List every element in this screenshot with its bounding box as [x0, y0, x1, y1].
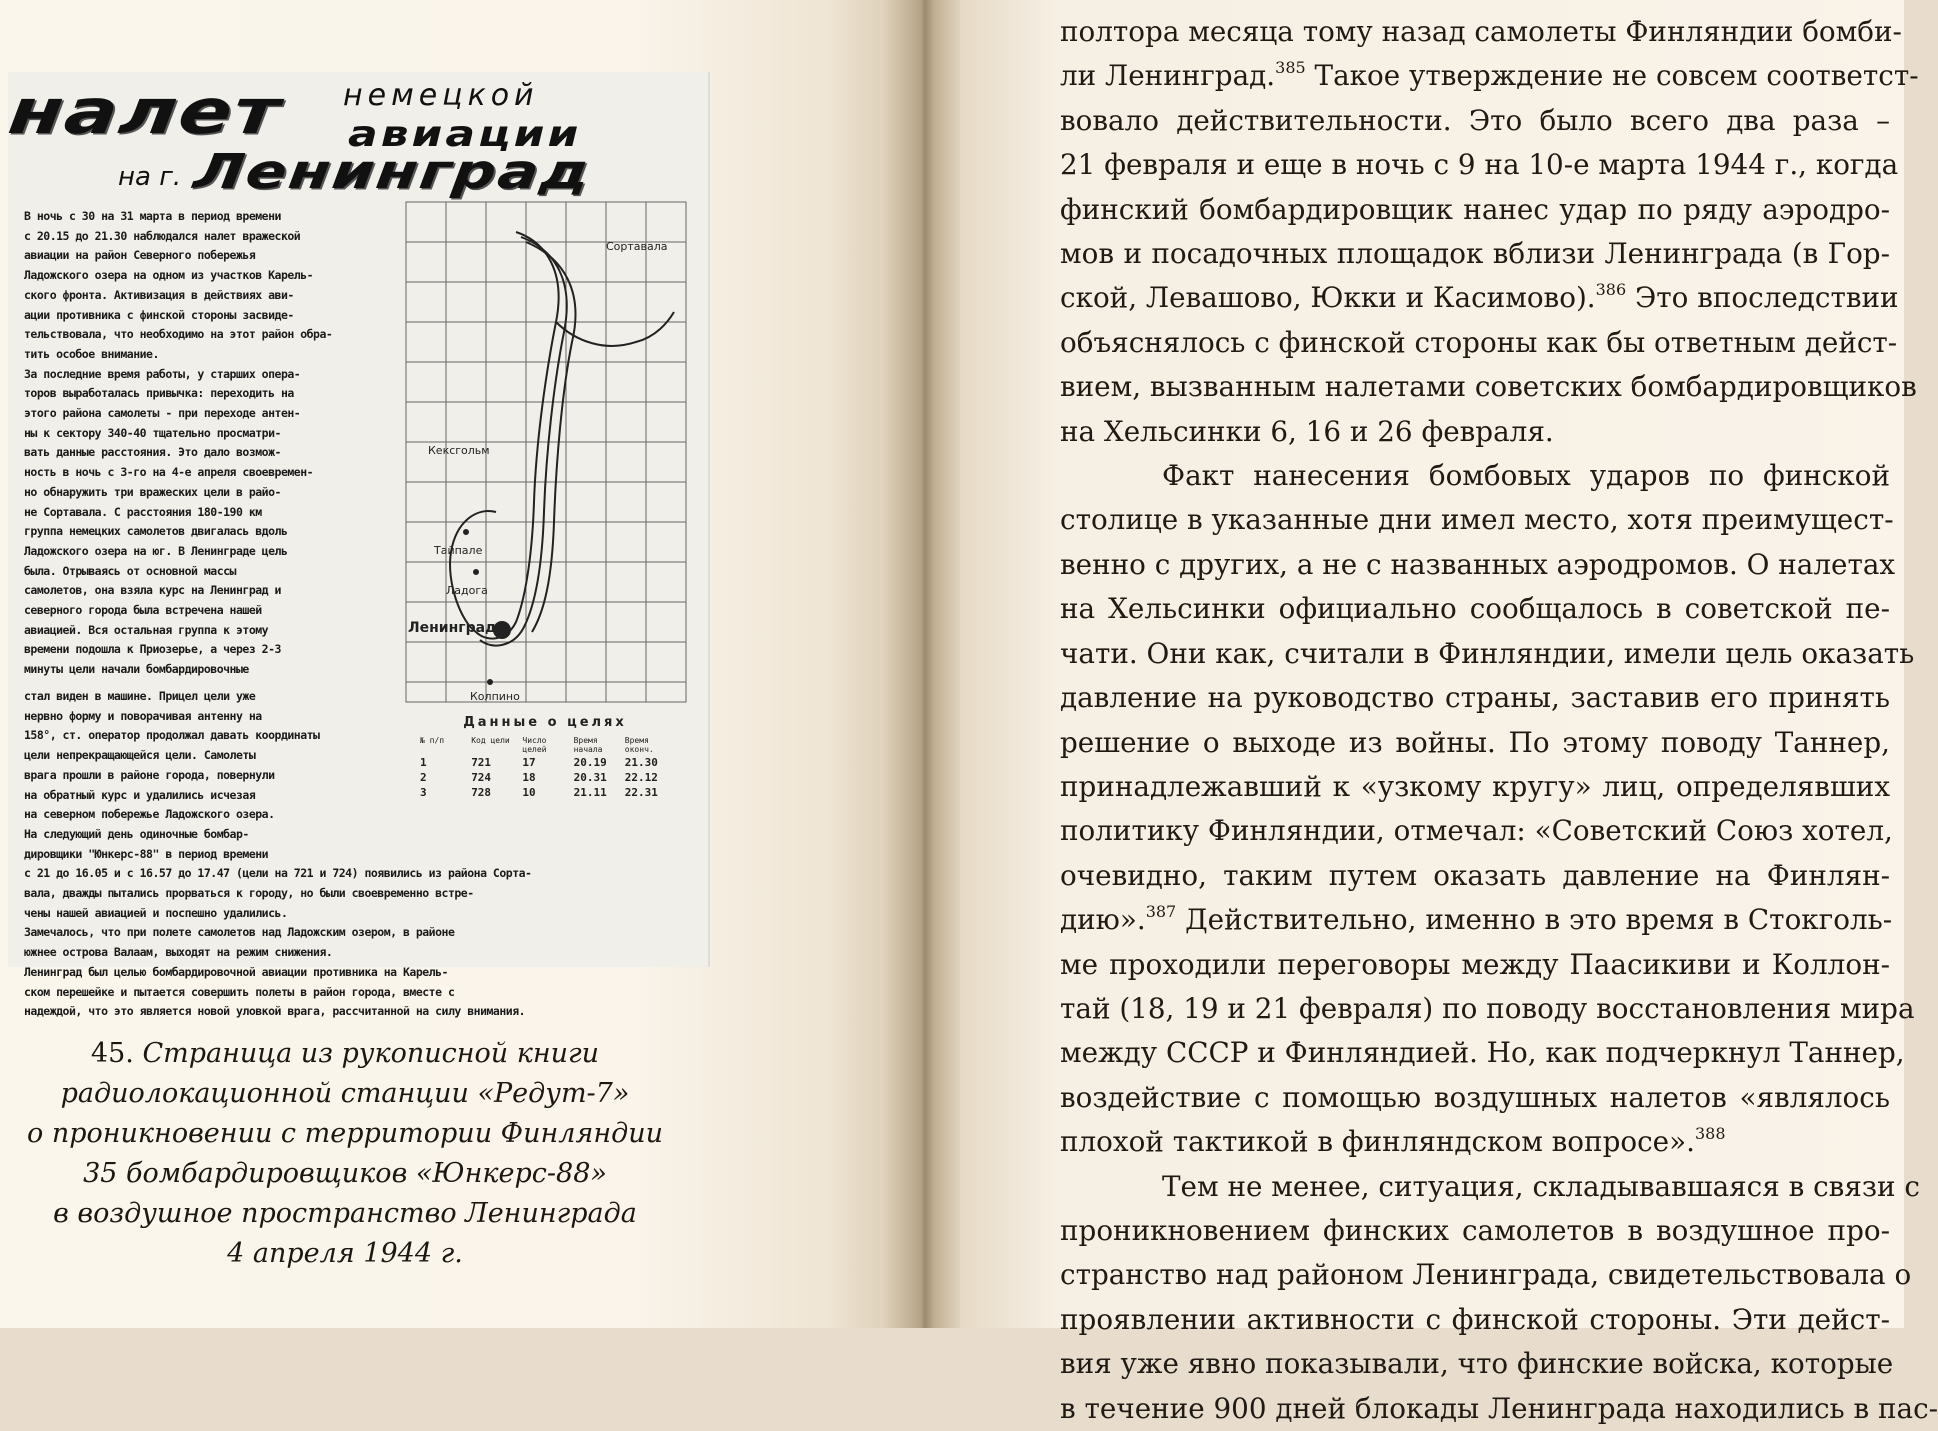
handwritten-line: вала, дважды пытались прорваться к городу, но были своевременно встре-	[24, 886, 474, 901]
footnote-ref-387: 387	[1145, 901, 1177, 921]
caption-line-3: о проникновении с территории Финляндии	[26, 1118, 664, 1149]
text-line: вовало действительности. Это было всего два раза –	[1060, 103, 1890, 137]
handwritten-line: Ладожского озера на юг. В Ленинграде цель	[24, 543, 288, 558]
banner-word-nemeckoy: немецкой	[343, 78, 539, 113]
handwritten-line: 158°, ст. оператор продолжал давать координаты	[24, 728, 320, 743]
text-line: Факт нанесения бомбовых ударов по финской	[1162, 459, 1890, 493]
data-table-cell: 3	[420, 786, 427, 799]
data-table-title: Данные о целях	[463, 715, 627, 730]
text-line: ме проходили переговоры между Паасикиви и Коллон-	[1060, 947, 1890, 981]
data-table-header-cell: Число целей	[522, 736, 547, 754]
data-table-cell: 22.31	[624, 786, 658, 799]
data-table-cell: 724	[471, 771, 492, 784]
archive-document-image	[4, 72, 710, 1019]
data-table-header-cell: № п/п	[420, 736, 445, 745]
archive-handwritten-text-top	[24, 207, 404, 687]
map-label-north: Сортавала	[606, 240, 668, 253]
handwritten-line: торов выработалась привычка: переходить на	[24, 386, 294, 401]
banner-word-na-g: на г.	[118, 162, 182, 192]
archive-map	[406, 202, 696, 707]
text-line: странство над районом Ленинграда, свидетельствовала о	[1060, 1258, 1912, 1292]
banner-word-nalet: налет	[4, 76, 286, 148]
data-table-header-cell: Время оконч.	[624, 736, 654, 754]
handwritten-line: ского фронта. Активизация в действиях ави-	[24, 287, 294, 302]
handwritten-line: Замечалось, что при полете самолетов над Ладожским озером, в районе	[24, 925, 455, 940]
handwritten-line: была. Отрываясь от основной массы	[24, 563, 236, 578]
handwritten-line: Ладожского озера на одном из участков Карель-	[24, 268, 314, 283]
footnote-ref-386: 386	[1595, 280, 1627, 300]
handwritten-line: ации противника с финской стороны засвиде-	[24, 307, 294, 322]
data-table-cell: 2	[420, 771, 427, 784]
map-label-center1: Тайпале	[434, 544, 483, 557]
text-line: ли Ленинград.$^{385}$ Такое утверждение не совсем соответст-	[1060, 58, 1919, 93]
footnote-ref-385: 385	[1275, 58, 1306, 78]
handwritten-line: с 20.15 до 21.30 наблюдался налет вражеской	[24, 228, 301, 243]
data-table-cell: 22.12	[624, 771, 658, 784]
text-line: плохой тактикой в финляндском вопросе».$^{388}$	[1060, 1123, 1726, 1159]
handwritten-line: с 21 до 16.05 и с 16.57 до 17.47 (цели на 721 и 724) появились из района Сорта-	[24, 866, 532, 881]
data-table-cell: 728	[471, 786, 492, 799]
handwritten-line: Ленинград был целью бомбардировочной авиации противника на Карель-	[24, 964, 448, 979]
text-line: воздействие с помощью воздушных налетов «являлось	[1060, 1080, 1890, 1114]
caption-line-2: радиолокационной станции «Редут-7»	[60, 1078, 630, 1109]
text-line: проникновением финских самолетов в воздушное про-	[1060, 1213, 1890, 1247]
handwritten-line: цели непрекращающейся цели. Самолеты	[24, 748, 256, 763]
text-line: проявлении активности с финской стороны. Эти дейст-	[1060, 1302, 1890, 1336]
text-line: чати. Они как, считали в Финляндии, имели цель оказать	[1060, 636, 1915, 670]
handwritten-line: ском перешейке и пытается совершить полеты в район города, вместе с	[24, 984, 455, 999]
handwritten-line: северного города была встречена нашей	[24, 603, 262, 618]
handwritten-line: тельствовала, что необходимо на этот район обра-	[24, 327, 333, 342]
handwritten-line: на северном побережье Ладожского озера.	[24, 807, 275, 822]
data-table-header-cell: Код цели	[471, 736, 510, 745]
text-line: полтора месяца тому назад самолеты Финляндии бомби-	[1060, 15, 1902, 48]
handwritten-line: авиацией. Вся остальная группа к этому	[24, 622, 269, 637]
text-line: на Хельсинки 6, 16 и 26 февраля.	[1060, 414, 1554, 448]
text-line: объяснялось с финской стороны как бы ответным дейст-	[1060, 325, 1898, 359]
caption-number: 45.	[90, 1038, 134, 1069]
text-line: на Хельсинки официально сообщалось в советской пе-	[1060, 592, 1890, 626]
caption-line-4: 35 бомбардировщиков «Юнкерс-88»	[83, 1158, 607, 1189]
text-line: очевидно, таким путем оказать давление на Финлян-	[1060, 858, 1890, 892]
text-line: 21 февраля и еще в ночь с 9 на 10-е марта 1944 г., когда	[1060, 148, 1899, 182]
handwritten-line: надеждой, что это является новой уловкой врага, рассчитанной на силу внимания.	[24, 1004, 526, 1019]
book-gutter	[880, 0, 970, 1328]
text-line: решение о выходе из войны. По этому поводу Таннер,	[1060, 725, 1890, 759]
text-line: венно с других, а не с названных аэродромов. О налетах	[1060, 547, 1896, 581]
data-table-header-cell: Время начала	[573, 736, 603, 754]
map-label-center2: Ладога	[446, 584, 488, 597]
text-line: политику Финляндии, отмечал: «Советский Союз хотел,	[1060, 814, 1893, 848]
text-line: финский бомбардировщик нанес удар по ряду аэродро-	[1060, 192, 1890, 226]
banner-word-aviacii: авиации	[348, 114, 582, 155]
handwritten-line: ность в ночь с 3-го на 4-е апреля своевремен-	[24, 465, 314, 480]
data-table-cell: 20.31	[573, 771, 607, 784]
figure-caption	[0, 1034, 690, 1274]
handwritten-line: не Сортавала. С расстояния 180-190 км	[24, 504, 262, 519]
banner-word-leningrad: Ленинград	[190, 144, 595, 200]
text-line: вием, вызванным налетами советских бомбардировщиков	[1060, 370, 1917, 404]
handwritten-line: группа немецких самолетов двигалась вдоль	[24, 524, 288, 539]
handwritten-line: дировщики "Юнкерс-88" в период времени	[24, 846, 269, 861]
text-line: мов и посадочных площадок вблизи Ленинграда (в Гор-	[1060, 237, 1890, 271]
handwritten-line: ны к сектору 340-40 тщательно просматри-	[24, 425, 281, 440]
text-line: между СССР и Финляндией. Но, как подчеркнул Таннер,	[1060, 1036, 1905, 1070]
map-label-south: Колпино	[470, 690, 520, 703]
handwritten-line: южнее острова Валаам, выходят на режим снижения.	[24, 945, 333, 960]
handwritten-line: этого района самолеты - при переходе антен-	[24, 406, 301, 421]
data-table-cell: 21.11	[573, 786, 607, 799]
text-line: тай (18, 19 и 21 февраля) по поводу восстановления мира	[1060, 991, 1915, 1025]
data-table-cell: 18	[522, 771, 536, 784]
text-line: столице в указанные дни имел место, хотя преимущест-	[1060, 503, 1894, 537]
data-table-cell: 10	[522, 786, 536, 799]
archive-handwritten-text-bottom	[24, 687, 704, 1019]
footnote-ref-388: 388	[1694, 1123, 1726, 1143]
text-line: в течение 900 дней блокады Ленинграда находились в пас-	[1060, 1391, 1938, 1425]
handwritten-line: вать данные расстояния. Это дало возмож-	[24, 445, 281, 460]
text-line: принадлежавший к «узкому кругу» лиц, определявших	[1060, 769, 1890, 803]
caption-line-1: Страница из рукописной книги	[142, 1038, 600, 1069]
handwritten-line: стал виден в машине. Прицел цели уже	[24, 689, 256, 703]
data-table-cell: 20.19	[573, 756, 607, 769]
handwritten-line: минуты цели начали бомбардировочные	[24, 662, 249, 677]
data-table-cell: 21.30	[624, 756, 658, 769]
text-line: давление на руководство страны, заставив его принять	[1060, 681, 1890, 715]
handwritten-line: самолетов, она взяла курс на Ленинград и	[24, 583, 281, 598]
handwritten-line: врага прошли в районе города, повернули	[24, 767, 275, 782]
handwritten-line: авиации на район Северного побережья	[24, 248, 256, 263]
text-line: ской, Левашово, Юкки и Касимово).$^{386}$ Это впоследствии	[1060, 280, 1899, 315]
caption-line-5: в воздушное пространство Ленинграда	[53, 1198, 637, 1229]
map-label-west: Кексгольм	[428, 444, 490, 457]
handwritten-line: времени подошла к Приозерье, а через 2-3	[24, 642, 281, 657]
handwritten-line: но обнаружить три вражеских цели в райо-	[24, 484, 281, 499]
left-page	[0, 0, 900, 1328]
map-label-city: Ленинград	[408, 620, 497, 636]
handwritten-line: За последние время работы, у старших опера-	[24, 366, 301, 381]
data-table-cell: 1	[420, 756, 427, 769]
archive-banner	[4, 72, 598, 200]
data-table-cell: 721	[471, 756, 492, 769]
data-table-cell: 17	[522, 756, 536, 769]
body-text	[1060, 10, 1938, 1431]
text-line: дию».$^{387}$ Действительно, именно в это время в Стокголь-	[1060, 901, 1893, 937]
caption-line-6: 4 апреля 1944 г.	[227, 1238, 463, 1269]
handwritten-line: чены нашей авиацией и поспешно удалились.	[24, 905, 288, 920]
text-line: вия уже явно показывали, что финские войска, которые	[1060, 1347, 1894, 1381]
handwritten-line: На следующий день одиночные бомбар-	[24, 826, 249, 841]
handwritten-line: нервно форму и поворачивая антенну на	[24, 708, 262, 723]
handwritten-line: В ночь с 30 на 31 марта в период времени	[24, 209, 281, 223]
text-line: Тем не менее, ситуация, складывавшаяся в связи с	[1162, 1169, 1920, 1203]
handwritten-line: на обратный курс и удалились исчезая	[24, 787, 256, 802]
handwritten-line: тить особое внимание.	[24, 346, 159, 361]
